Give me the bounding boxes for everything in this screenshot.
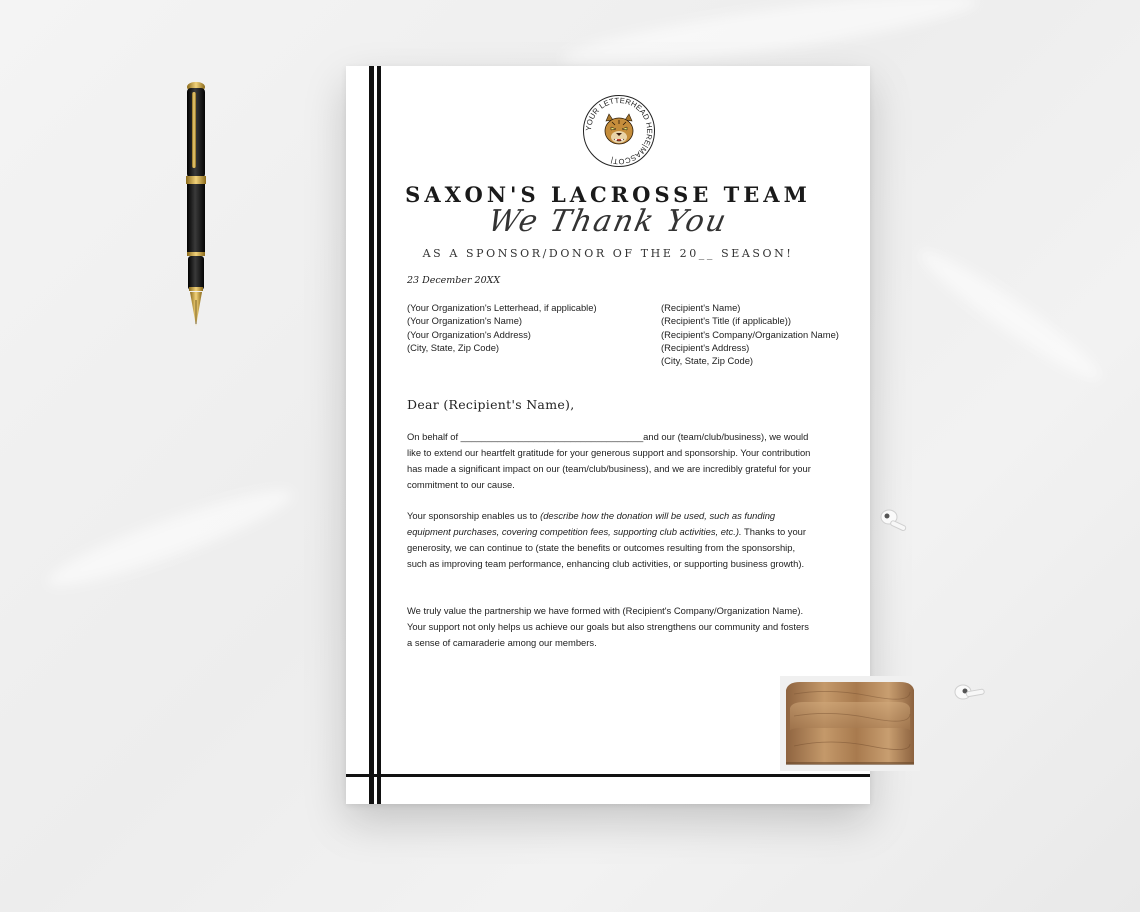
sender-line: (Your Organization's Address) [407, 328, 531, 340]
season-line: AS A SPONSOR/DONOR OF THE 20__ SEASON! [422, 247, 794, 260]
greeting: Dear (Recipient's Name), [407, 397, 575, 412]
wooden-card-stand [780, 676, 920, 771]
sender-line: (Your Organization's Letterhead, if applicable) [407, 302, 597, 313]
recipient-address-block [661, 301, 861, 367]
thank-you-script: We Thank You [485, 204, 731, 239]
sender-address-block [407, 301, 597, 354]
wildcat-mascot-icon [605, 114, 633, 144]
paragraph-text: Your sponsorship enables us to [407, 510, 541, 521]
background-texture [911, 240, 1108, 391]
body-paragraph-2 [407, 508, 812, 572]
letter-date: 23 December 20XX [407, 275, 501, 286]
mascot-seal [582, 94, 656, 168]
body-paragraph-1: On behalf of ___________________________________and our (team/club/business), we would like to extend our heartfelt gratitude for your generous support and sponsorship. Your contribution has made a significant impact on our (team/club/business), and we are incredibly grateful for your commitment to our cause. [407, 431, 811, 490]
paragraph-text: Thanks to your generosity, we can continue to (state the benefits or outcomes resulting from the sponsorship, such as improving team performance, enhancing club activities, or supporting business growth). [407, 525, 807, 569]
border-line [369, 66, 374, 804]
body-paragraph-3: We truly value the partnership we have formed with (Recipient's Company/Organization Name). Your support not only helps us achieve our goals but also strengthens our community and fosters a sense of camaraderie among our members. [407, 605, 809, 648]
svg-text:YOUR LETTERHEAD HERE|MASCOT|: YOUR LETTERHEAD HERE|MASCOT| [583, 95, 655, 167]
border-line [377, 66, 381, 804]
recipient-line: (City, State, Zip Code) [661, 355, 754, 367]
fountain-pen-icon [183, 80, 209, 330]
team-title: SAXON'S LACROSSE TEAM [405, 182, 811, 207]
recipient-line: (Recipient's Address) [661, 341, 750, 353]
sender-line: (City, State, Zip Code) [407, 341, 500, 353]
paragraph-italic-text: (describe how the donation will be used, such as funding equipment purchases, covering competition fees, supporting club activities, etc.). [407, 510, 776, 537]
earbud-icon [952, 680, 986, 706]
earbud-icon [878, 507, 912, 533]
recipient-line: (Recipient's Name) [661, 302, 741, 313]
background-texture [42, 477, 299, 600]
border-line [346, 774, 870, 777]
sender-line: (Your Organization's Name) [407, 315, 523, 327]
recipient-line: (Recipient's Title (if applicable)) [661, 315, 791, 327]
recipient-line: (Recipient's Company/Organization Name) [661, 328, 839, 340]
